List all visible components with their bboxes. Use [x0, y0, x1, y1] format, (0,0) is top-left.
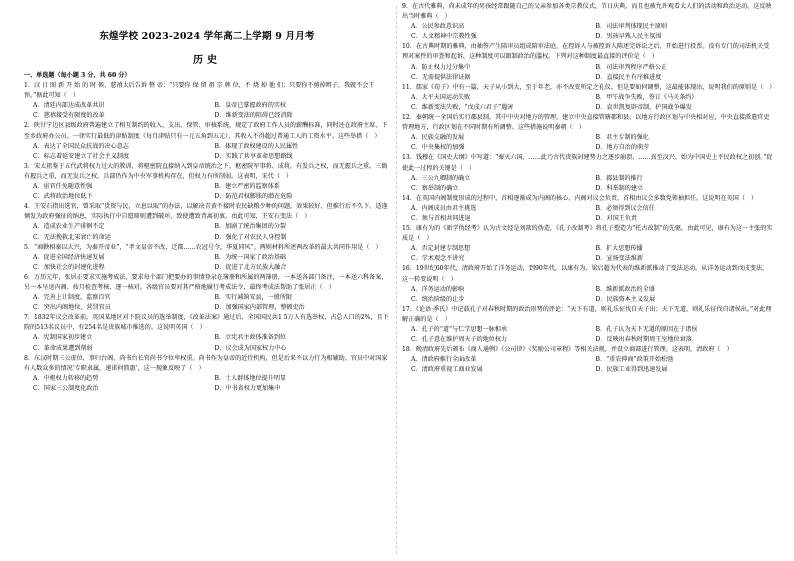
option-b: B．甲午战争失败，签订《马关条约》 [595, 93, 698, 101]
option-c: C．察举制的确立 [411, 184, 459, 192]
option-b: B．君主专制的强化 [595, 134, 649, 142]
option-d: D．对国王负责 [595, 214, 637, 222]
question-text: 14．在英国内阁制度形成的过程中，首相逐渐成为内阁的核心，内阁对议会负责，首相由议会多数党领袖担任。这说明在英国（ ） [402, 194, 758, 202]
option-b: B．立宪君主政体准备到位 [214, 334, 287, 342]
question-text: 5．“商鞅相秦以大兴，为秦开帝业”，“孝文皇帝不改，迁都……农冠号令，华夏同风”。两则材料所述两改革的最大共同作用是（ ） [24, 243, 382, 251]
option-d: D．科举制的建立 [595, 184, 644, 192]
right-column [402, 0, 774, 561]
option-c: C．无法挽救北宋衰亡的命运 [33, 233, 111, 241]
option-a: A．造成农业生产徘徊不定 [33, 223, 105, 231]
question-5 [24, 243, 390, 273]
question-8 [24, 354, 390, 394]
option-a: A．三公九卿制的确立 [411, 174, 471, 182]
option-a: A．宦官任免随意性强 [33, 183, 93, 191]
question-6 [24, 273, 390, 313]
question-2 [24, 121, 390, 161]
option-c: C．须与首相共同进退 [411, 214, 471, 222]
option-a: A．清廷内部达成改革共识 [33, 102, 105, 110]
option-b: B．司法审判体现民主原则 [595, 23, 668, 31]
option-d: D．促进了北方民族大融合 [214, 263, 287, 271]
option-a: A．促进全国经济快速发展 [33, 253, 105, 261]
option-c: C．突出内阁地位，营罚官员 [33, 304, 111, 312]
option-d: D．中书省权力更加集中 [214, 384, 281, 392]
left-content [24, 71, 390, 394]
question-13 [402, 153, 774, 193]
question-text: 12．秦朝统一全国后实行郡县制，其中中央对地方的管理，建立中央直接管辖郡和县，以地方行政区划与中央相对应，中央直接派遣官吏管理地方，行政区划在不同时期有所调整。这些措施说明秦朝（ ） [402, 114, 770, 132]
question-text: 18．晚清政府先后颁布《商人通例》《公司律》《奖励公司章程》等相关法规，并设立商部进行管理。这表明，清政府（ ） [402, 346, 733, 354]
question-text: 2．陕甘宁边区县级政府普遍建立了相互制约的收入、支出、保管、审核系统，规定了政府工作人员的薪酬标准，同时还在政府主席、下至乡政府办公员。一律实行最低的津贴制度（每月津贴只有一元五角到五元），其收入不得超过普通工人的工资水平。这些举措（ ） [24, 122, 388, 140]
option-d: D．民族资本主义发展 [595, 295, 656, 303]
option-b: B．司法审判程序严格公正 [595, 63, 668, 71]
option-c: C．革命成果遭到削弱 [33, 344, 93, 352]
option-d: D．袁世凯复辟帝制，护国战争爆发 [595, 103, 692, 111]
option-c: C．慈禧接受有限度的改革 [33, 112, 105, 120]
option-b: B．体现了政权建设的人民属性 [214, 142, 299, 150]
option-b: B．皇帝已掌握政府的实权 [214, 102, 287, 110]
option-a: A．宪制国家初步建立 [33, 334, 93, 342]
option-d: D．议会成为国家权力中心 [214, 344, 287, 352]
question-text: 9．在古代雅典，尚未成年的男孩经常跟随自己的父亲参加各类宗教仪式、节日庆典，而且也被允许观看大人们的活动和政治运动。这反映出当时雅典（ ） [402, 3, 772, 21]
option-d: D．民族工业得到迅速发展 [595, 366, 668, 374]
option-d: D．男孩早熟人民主氛围 [595, 33, 662, 41]
option-c: C．国家三公制度化政治 [33, 384, 99, 392]
question-text: 17．《论语·季氏》中记载孔子对春秋时期的政治形势的评论：“天下有道，则礼乐征伐自天子出；天下无道，则礼乐征伐自诸侯出。”对此理解正确的是（ ） [402, 305, 772, 323]
option-c: C．标志着延安建立了社会主义制度 [33, 152, 130, 160]
option-a: A．大平天国运动失败 [411, 93, 471, 101]
question-10 [402, 42, 774, 82]
question-text: 15．康有为的《新学伪经考》认为古文经是刘歆的伪造，《孔子改制考》将孔子塑造为“托古改制”的先驱。由此可见，康有为这一主张的实质是（ ） [402, 225, 773, 243]
option-b: B．郡县制的推行 [595, 174, 643, 182]
question-3 [24, 162, 390, 202]
option-a: A．完善上计制度，监察百官 [33, 294, 111, 302]
option-b: B．“重农抑商”政策开始松弛 [595, 356, 674, 364]
option-a: A．内阁成员由君主挑选 [411, 204, 477, 212]
option-b: B．建立严密的监察体系 [214, 183, 280, 191]
option-b: B．必须得到议会信任 [595, 204, 655, 212]
option-d: D．强化了对农民人身控制 [214, 233, 287, 241]
option-d: D．地方自治的萌芽 [595, 144, 650, 152]
option-b: B．孔子认为天下无道的原因在于诸侯 [595, 326, 698, 333]
exam-title: 东煌学校 2023-2024 学年高二上学期 9 月月考 [99, 31, 315, 42]
option-c: C．加快社会的封建化进程 [33, 263, 105, 271]
option-c: C．统治阶级的让步 [411, 295, 465, 303]
option-d: D．维新变法的阻碍已经消除 [214, 112, 293, 120]
question-1 [24, 81, 390, 121]
question-16 [402, 264, 774, 304]
option-d: D．防范君权膨胀的潜在危险 [214, 193, 293, 201]
question-text: 4．王安石指出选官，曾采取“货资与民，立息以取”的办法，以解决青黄不接时农民缺粮少种的问题，效果较好，但推行后不久下。适逢倾发为政府强征的纳息，实际执行中自愿原则遭到破坏，致使遭致背离初衷。由此可知，王安石变法（ ） [24, 203, 388, 221]
option-a: A．中枢权力转移的趋势 [33, 374, 99, 382]
question-text: 10．在古典时期的雅典，由抽签产生陪审员组成陪审法庭，在控诉人与被控诉人陈述完诉讼之后，开始进行投票。没有专门的司法机关受理对案件的审查和起诉，这种制度可以限制政治的滥权。下列对这种制度最直接的评价是（ ） [402, 43, 770, 61]
option-b: B．加剧了统治集团的分裂 [214, 223, 287, 231]
option-a: A．防止权力过分集中 [411, 63, 471, 71]
option-c: C．中央集权的加强 [411, 144, 465, 152]
option-c: C．无需提供法律证据 [411, 73, 471, 81]
option-a: A．清政府推行全面改革 [411, 356, 477, 364]
option-a: A．洋务运动的影响 [411, 285, 465, 293]
question-12 [402, 113, 774, 153]
option-b: B．维新派政治的全盛 [595, 285, 655, 293]
option-b: B．为统一国家了政治基础 [214, 253, 287, 261]
question-7 [24, 313, 390, 353]
question-17 [402, 305, 774, 345]
question-text: 3．宋太祖鉴于五代武将权力过大的教训，将枢密院直接纳入到皇帝统治之下，枢密院军事将、成将，有发兵之权，而无握兵之重。三衙有握兵之重，而无发兵之权，兵部仍作为中央军事机构存在，但权力有所削弱。这表明，宋代（ ） [24, 162, 388, 180]
question-text: 11．儒家《荀子》中有一篇，天子从小到大，至于年老，亦不改变所定之礼仪。但是要如何调整，这最能体现出，说明我们的原则是（ ） [402, 83, 776, 91]
question-15 [402, 224, 774, 264]
option-d: D．实践了共享革命思想路线 [214, 152, 293, 160]
option-a: A．否定封建专制思想 [411, 245, 471, 253]
question-text: 1．汉 日 图 新 开 始 的 时 候，慈禧太后告诉 整 帝：“只要你 保 留 祖 宗 牌 位，不 烧 掉 他 们；只要你不剪掉辫子，我就不会干预。”据此可知（ ） [24, 82, 375, 100]
question-4 [24, 202, 390, 242]
right-content [402, 2, 774, 375]
option-d: D．反映出春秋时期周王室地位衰落 [595, 336, 692, 344]
option-c: C．维新变法失败，“戊戌六君子”遇害 [411, 103, 514, 111]
option-a: A．公民参政意识高 [411, 23, 465, 31]
option-c: C．武将政治地位低下 [33, 193, 93, 201]
subject-title: 历史 [193, 55, 221, 66]
option-a: A．表达了全国民众抗战的决心意志 [33, 142, 129, 150]
option-a: A．民族交融的发展 [411, 134, 465, 142]
question-text: 6．万历元年，张居正要求实施考成法，要求每个部门把要办的事情登录在簿册和所属的两簿册，一本送各部门备注，一本送六科备案，另一本呈送内阁、按月检查考核，逐一核对。各级官员要对其严格地履行考成法令，最终考成法帮助了张居正（ ） [24, 273, 388, 291]
option-d: D．直接民主有序推进度 [595, 73, 662, 81]
question-11 [402, 83, 774, 113]
left-column [24, 0, 390, 561]
option-a: A．孔子的“道”与仁学思想一脉相承 [411, 326, 507, 333]
question-18 [402, 345, 774, 375]
column-divider [396, 6, 397, 554]
option-b: B．扩大思想传播 [595, 245, 643, 253]
option-c: C．清政府重视工商业发展 [411, 366, 483, 374]
question-text: 13．钱穆在《国史大纲》中写道：“秦灭六国，……此乃古代贵族封建势力之逐步崩溃，……真至汉兴，始为中国史上平民政权之初创。”促使此一过程的关键是（ ） [402, 154, 773, 172]
section-heading: 一、单选题（每小题 3 分，共 60 分） [24, 72, 131, 79]
question-text: 7．1832年议会改革前，英国某地区对下院议员的选举制度，《改革法案》通过后，全国国民共1 5万人有选举权，占总人口的2%，且下院的513名议员中，有254名是贵族城市推选的。这说明英国（ ） [24, 314, 389, 332]
option-d: D．加强国家内部管理，整顿吏治 [214, 304, 305, 312]
question-text: 16．19世纪60年代，清政府开始了洋务运动，到90年代，以康有为、梁启超为代表的维新派推动了变法运动。从洋务运动到戊戌变法，这一转变说明（ ） [402, 265, 769, 283]
option-c: C．孔子意在维护周天子的地位权力 [411, 336, 508, 344]
option-c: C．人文精神中宗教性强 [411, 33, 477, 41]
option-d: D．宣扬变法维新 [595, 255, 644, 263]
option-c: C．学术观念不讲究 [411, 255, 465, 263]
option-b: B．士人群体地位提升明显 [214, 374, 287, 382]
question-14 [402, 194, 774, 224]
option-b: B．实行减饷安县，一般所限 [214, 294, 293, 302]
question-text: 8．东汉时期三公虚位，事归台阁，尚书台长官尚书令位卑权重。尚书作为皇帝的近侍机构，但是后来不以力行为相辅助，官员中对国家有人数众多的情况‘专职隶属，递诺何简惠’，这一现象反映了（ ） [24, 354, 388, 372]
question-9 [402, 2, 774, 42]
